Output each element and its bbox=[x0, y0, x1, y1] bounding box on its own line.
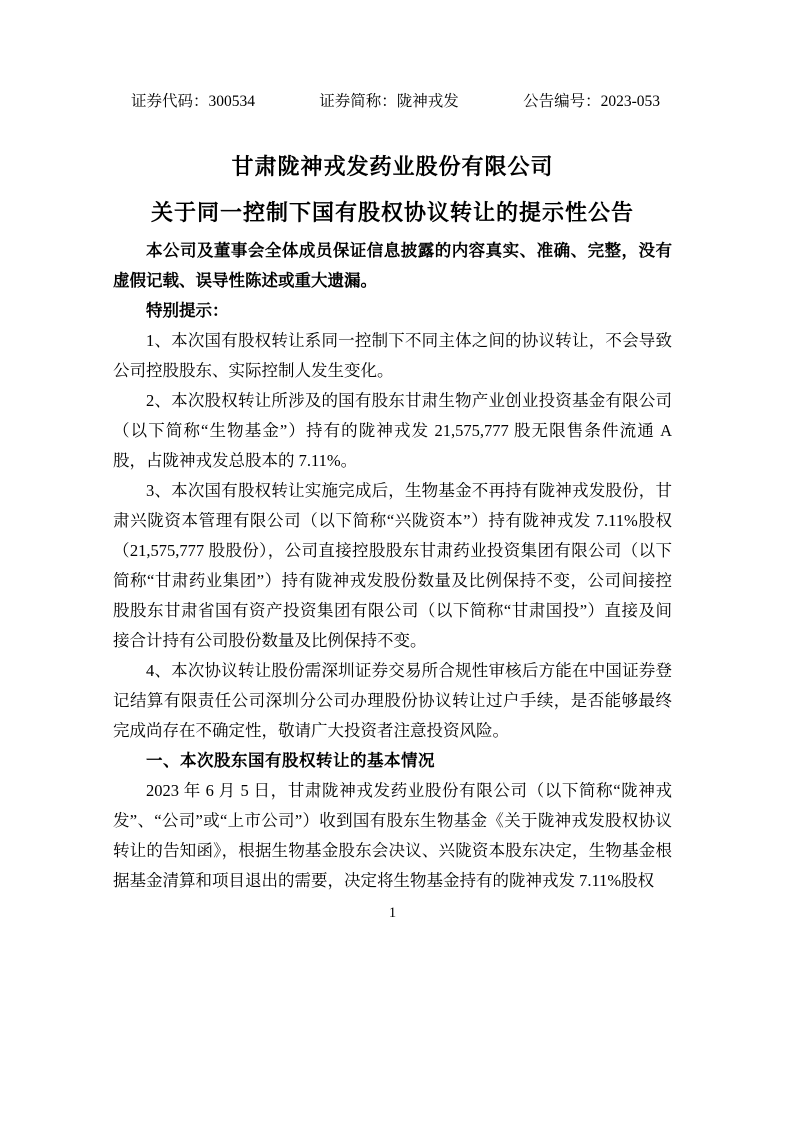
board-disclosure-statement: 本公司及董事会全体成员保证信息披露的内容真实、准确、完整，没有虚假记载、误导性陈述或重大遗漏。 bbox=[113, 241, 672, 290]
document-header bbox=[131, 0, 660, 112]
company-name-title: 甘肃陇神戎发药业股份有限公司 bbox=[231, 154, 554, 179]
section-1-heading: 一、本次股东国有股权转让的基本情况 bbox=[146, 751, 435, 770]
stock-code-label: 证券代码：300534 bbox=[131, 93, 256, 110]
special-tip-item-2: 2、本次股权转让所涉及的国有股东甘肃生物产业创业投资基金有限公司（以下简称“生物基金”）持有的陇神戎发 21,575,777 股无限售条件流通 A 股，占陇神戎发总股本的 7.11%。 bbox=[113, 391, 672, 470]
special-tip-item-3: 3、本次国有股权转让实施完成后，生物基金不再持有陇神戎发股份，甘肃兴陇资本管理有限公司（以下简称“兴陇资本”）持有陇神戎发 7.11%股权（21,575,777 股股份），公司直接控股股东甘肃药业投资集团有限公司（以下简称“甘肃药业集团”）持有陇神戎发股份数量及比例保持不变，公司间接控股股东甘肃省国有资产投资集团有限公司（以下简称“甘肃国投”）直接及间接合计持有公司股份数量及比例保持不变。 bbox=[113, 481, 672, 650]
special-tip-item-1: 1、本次国有股权转让系同一控制下不同主体之间的协议转让，不会导致公司控股股东、实际控制人发生变化。 bbox=[113, 331, 672, 380]
special-tip-item-4: 4、本次协议转让股份需深圳证券交易所合规性审核后方能在中国证券登记结算有限责任公司深圳分公司办理股份协议转让过户手续，是否能够最终完成尚存在不确定性，敬请广大投资者注意投资风险。 bbox=[113, 661, 672, 740]
page-number: 1 bbox=[388, 905, 397, 921]
stock-short-name-label: 证券简称：陇神戎发 bbox=[319, 93, 459, 110]
special-tips-heading: 特别提示： bbox=[146, 301, 229, 320]
announcement-title: 关于同一控制下国有股权协议转让的提示性公告 bbox=[150, 200, 634, 225]
section-1-paragraph: 2023 年 6 月 5 日，甘肃陇神戎发药业股份有限公司（以下简称“陇神戎发”、“公司”或“上市公司”）收到国有股东生物基金《关于陇神戎发股权协议转让的告知函》，根据生物基金股东会决议、兴陇资本股东决定，生物基金根据基金清算和项目退出的需要，决定将生物基金持有的陇神戎发 7.11%股权 bbox=[113, 781, 672, 890]
announcement-number-label: 公告编号：2023-053 bbox=[523, 93, 660, 110]
